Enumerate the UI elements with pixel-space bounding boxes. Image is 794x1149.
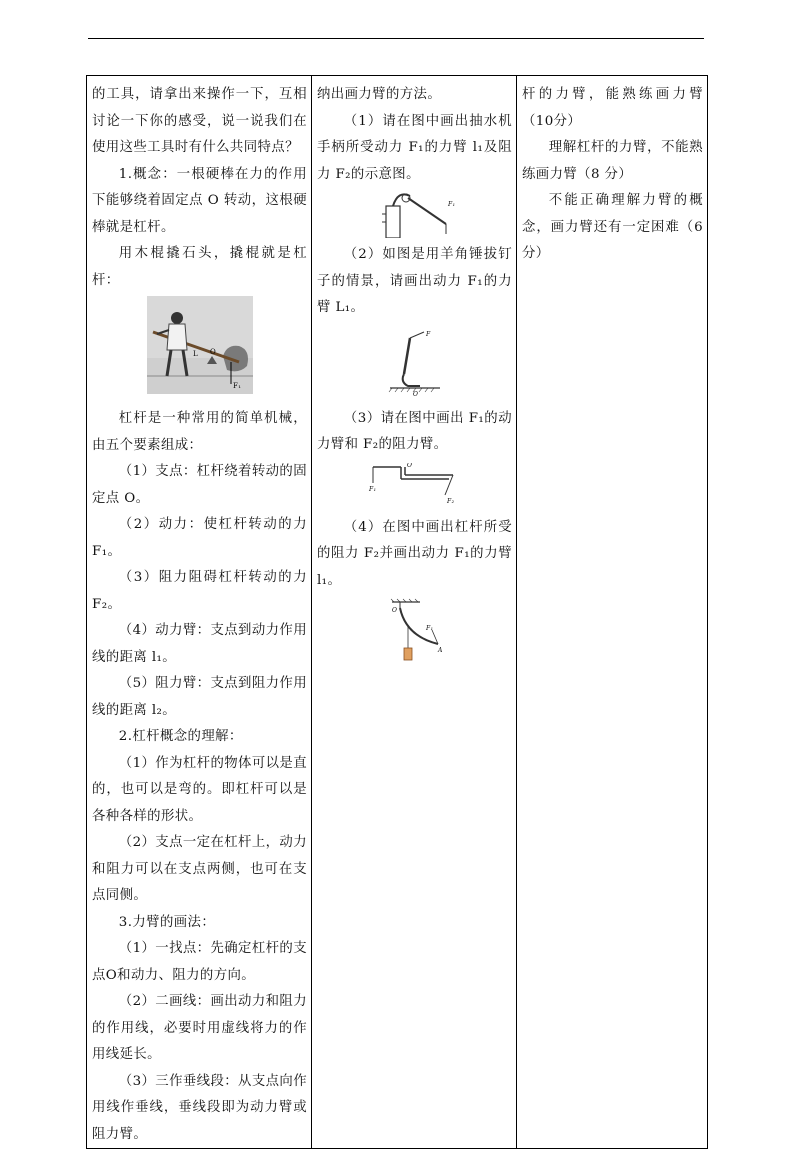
method-item: （2）二画线：画出动力和阻力的作用线，必要时用虚线将力的作用线延长。 bbox=[92, 994, 307, 1062]
student-activity-cell bbox=[312, 76, 517, 1149]
method-item: （1）一找点：先确定杠杆的支点O和动力、阻力的方向。 bbox=[92, 941, 307, 983]
understand-item: （2）支点一定在杠杆上，动力和阻力可以在支点两侧，也可在支点同侧。 bbox=[92, 835, 307, 903]
crowbar-figure bbox=[92, 294, 307, 406]
elements-intro: 杠杆是一种常用的简单机械，由五个要素组成： bbox=[92, 411, 307, 453]
curved-label-o: O bbox=[391, 607, 397, 614]
curved-label-a: A bbox=[437, 647, 443, 654]
exercise-3: （3）请在图中画出 F₁的动力臂和 F₂的阻力臂。 bbox=[317, 410, 512, 452]
evaluation-level-2: 理解杠杆的力臂，不能熟练画力臂（8 分） bbox=[522, 140, 703, 182]
crowbar-label-f: F₁ bbox=[232, 382, 241, 390]
bent-lever-figure bbox=[317, 459, 512, 515]
hammer-label-f: F bbox=[425, 330, 431, 338]
exercise-4: （4）在图中画出杠杆所受的阻力 F₂并画出动力 F₁的力臂 l₁。 bbox=[317, 519, 512, 588]
element-item: （2）动力：使杠杆转动的力 F₁。 bbox=[92, 517, 307, 559]
element-item: （4）动力臂：支点到动力作用线的距离 l₁。 bbox=[92, 623, 307, 665]
crowbar-example: 用木棍撬石头，撬棍就是杠杆： bbox=[92, 246, 307, 288]
claw-hammer-figure bbox=[317, 322, 512, 406]
understand-item: （1）作为杠杆的物体可以是直的，也可以是弯的。即杠杆可以是各种各样的形状。 bbox=[92, 755, 307, 824]
bent-label-f2: F₂ bbox=[446, 497, 454, 505]
method-item: （3）三作垂线段：从支点向作用线作垂线，垂线段即为动力臂或阻力臂。 bbox=[92, 1073, 307, 1142]
element-item: （1）支点：杠杆绕着转动的固定点 O。 bbox=[92, 464, 307, 506]
col2-intro: 纳出画力臂的方法。 bbox=[317, 87, 442, 102]
method-title: 3.力臂的画法： bbox=[118, 914, 216, 930]
bent-label-o: O bbox=[406, 462, 412, 469]
lesson-table bbox=[86, 75, 708, 1149]
bent-label-f1: F₁ bbox=[368, 485, 376, 493]
header-rule bbox=[88, 38, 704, 39]
hammer-label-o: O bbox=[412, 390, 418, 398]
exercise-1: （1）请在图中画出抽水机手柄所受动力 F₁的力臂 l₁及阻力 F₂的示意图。 bbox=[317, 113, 512, 182]
evaluation-level-3: 不能正确理解力臂的概念，画力臂还有一定困难（6分） bbox=[522, 193, 703, 261]
element-item: （3）阻力阻碍杠杆转动的力 F₂。 bbox=[92, 570, 307, 612]
teaching-content-cell bbox=[87, 76, 312, 1149]
evaluation-cell bbox=[517, 76, 708, 1149]
understand-title: 2.杠杆概念的理解： bbox=[118, 729, 243, 744]
crowbar-label-o: O bbox=[209, 348, 216, 356]
concept-definition: 1.概念：一根硬棒在力的作用下能够绕着固定点 O 转动，这根硬棒就是杠杆。 bbox=[92, 166, 307, 235]
pump-handle-figure bbox=[317, 188, 512, 242]
curved-label-f1: F₁ bbox=[425, 625, 433, 632]
crowbar-label-l: L bbox=[192, 350, 198, 358]
element-item: （5）阻力臂：支点到阻力作用线的距离 l₂。 bbox=[92, 676, 307, 718]
evaluation-level-1: 杆的力臂，能熟练画力臂（10分） bbox=[522, 87, 703, 129]
exercise-2: （2）如图是用羊角锤拔钉子的情景，请画出动力 F₁的力臂 L₁。 bbox=[317, 247, 512, 315]
col1-intro: 的工具，请拿出来操作一下，互相讨论一下你的感受，说一说我们在使用这些工具时有什么共同特点？ bbox=[92, 87, 307, 155]
pump-label-f1: F₁ bbox=[447, 201, 455, 208]
curved-lever-figure bbox=[317, 594, 512, 672]
